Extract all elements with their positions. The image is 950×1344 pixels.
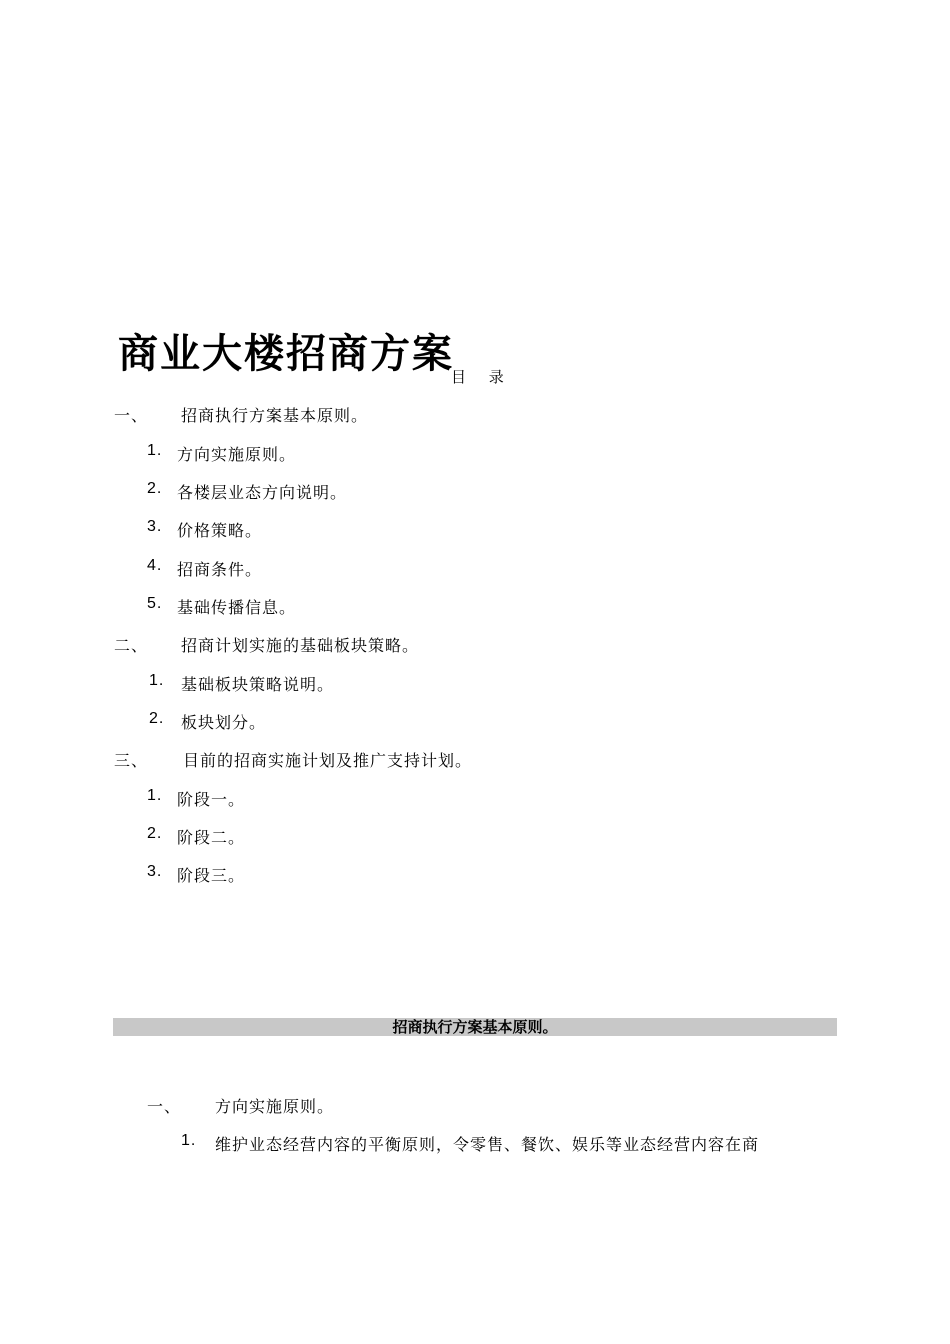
body-heading-text: 方向实施原则。 [215, 1097, 335, 1116]
toc-item-number: 1. [147, 442, 163, 459]
toc-item-number: 1. [147, 787, 163, 804]
toc-item-text: 阶段三。 [177, 866, 246, 885]
toc-item-number: 3. [147, 863, 163, 880]
toc-section-text: 招商执行方案基本原则。 [181, 406, 369, 425]
toc-item-text: 各楼层业态方向说明。 [177, 483, 348, 502]
section-banner: 招商执行方案基本原则。 [113, 1018, 837, 1036]
toc-item-text: 方向实施原则。 [177, 445, 297, 464]
body-heading-number: 一、 [147, 1097, 182, 1116]
toc-item-number: 1. [149, 672, 165, 689]
toc-item-number: 3. [147, 518, 163, 535]
toc-item-text: 价格策略。 [177, 521, 263, 540]
toc-item-number: 2. [147, 825, 163, 842]
toc-section-text: 招商计划实施的基础板块策略。 [181, 636, 420, 655]
toc-item-text: 招商条件。 [177, 560, 263, 579]
toc-item-number: 5. [147, 595, 163, 612]
toc-heading: 目 录 [451, 368, 504, 386]
toc-section-number: 三、 [114, 751, 149, 770]
toc-item-text: 阶段二。 [177, 828, 246, 847]
toc-item-text: 阶段一。 [177, 790, 246, 809]
toc-item-number: 2. [147, 480, 163, 497]
document-title: 商业大楼招商方案 [118, 331, 454, 377]
toc-section-text: 目前的招商实施计划及推广支持计划。 [183, 751, 473, 770]
toc-item-number: 4. [147, 557, 163, 574]
toc-item-number: 2. [149, 710, 165, 727]
toc-item-text: 板块划分。 [181, 713, 267, 732]
toc-item-text: 基础板块策略说明。 [181, 675, 335, 694]
toc-section-number: 二、 [114, 636, 149, 655]
toc-item-text: 基础传播信息。 [177, 598, 297, 617]
toc-section-number: 一、 [114, 406, 149, 425]
body-item-number: 1. [181, 1132, 197, 1149]
body-item-text: 维护业态经营内容的平衡原则，令零售、餐饮、娱乐等业态经营内容在商 [215, 1135, 760, 1154]
